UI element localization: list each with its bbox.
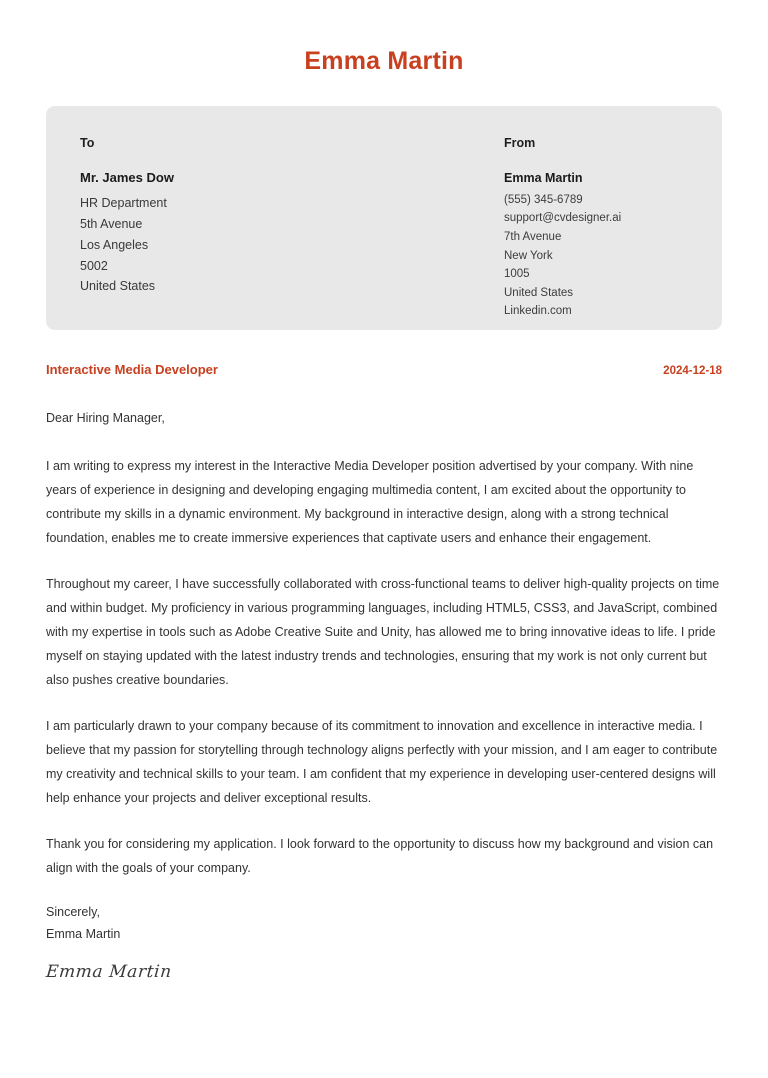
letter-date: 2024-12-18 [663, 364, 722, 377]
letter-header [0, 0, 768, 76]
body-paragraph: Thank you for considering my application. I look forward to the opportunity to discuss how my background and vision can align with the goals of your company. [46, 837, 714, 876]
signature: Emma Martin [45, 962, 173, 983]
sender-line: 1005 [504, 268, 530, 281]
recipient-line: 5002 [80, 258, 108, 273]
closing-name: Emma Martin [46, 926, 121, 941]
sender-line: United States [504, 286, 574, 299]
recipient-line: Los Angeles [80, 237, 149, 252]
sender-website: Linkedin.com [504, 305, 572, 318]
sender-name: Emma Martin [504, 170, 583, 185]
recipient-line: 5th Avenue [80, 217, 143, 232]
body-paragraph: Throughout my career, I have successfully collaborated with cross-functional teams to deliver high-quality projects on time and within budget. My proficiency in various programming languages, including HTML5, CSS3, and JavaScript, combined with my expertise in tools such as Adobe Creative Suite and Unity, has allowed me to bring innovative ideas to life. I pride myself on staying updated with the latest industry trends and technologies, ensuring that my work is not only current but also pushes creative boundaries. [46, 577, 720, 688]
sender-line: New York [504, 249, 553, 262]
from-label: From [504, 135, 536, 150]
sender-email: support@cvdesigner.ai [504, 212, 622, 225]
address-card [46, 106, 722, 330]
recipient-name: Mr. James Dow [80, 169, 174, 185]
sender-phone: (555) 345-6789 [504, 193, 583, 206]
recipient-line: HR Department [80, 196, 167, 211]
closing-block [46, 902, 722, 945]
body-paragraph: I am writing to express my interest in the Interactive Media Developer position advertised by your company. With nine years of experience in designing and developing engaging multimedia content, I am excited about the opportunity to contribute my skills in a dynamic environment. My background in interactive design, along with a strong technical foundation, enables me to create immersive experiences that captivate users and enhance their engagement. [46, 459, 694, 546]
page-title: Emma Martin [304, 47, 464, 75]
salutation: Dear Hiring Manager, [46, 411, 165, 426]
subject-row [46, 362, 722, 379]
to-label: To [80, 135, 95, 150]
sender-line: 7th Avenue [504, 230, 562, 243]
recipient-line: United States [80, 279, 156, 294]
body-paragraph: I am particularly drawn to your company because of its commitment to innovation and excellence in interactive media. I believe that my passion for storytelling through technology aligns perfectly with your mission, and I am eager to contribute my creativity and technical skills to your team. I am confident that my experience in developing user-centered designs will help enhance your projects and deliver exceptional results. [46, 719, 718, 806]
job-title: Interactive Media Developer [46, 361, 218, 377]
sender-address-block [384, 135, 688, 318]
letter-body [46, 378, 722, 983]
closing-salutation: Sincerely, [46, 905, 100, 920]
recipient-address-block [80, 136, 384, 296]
